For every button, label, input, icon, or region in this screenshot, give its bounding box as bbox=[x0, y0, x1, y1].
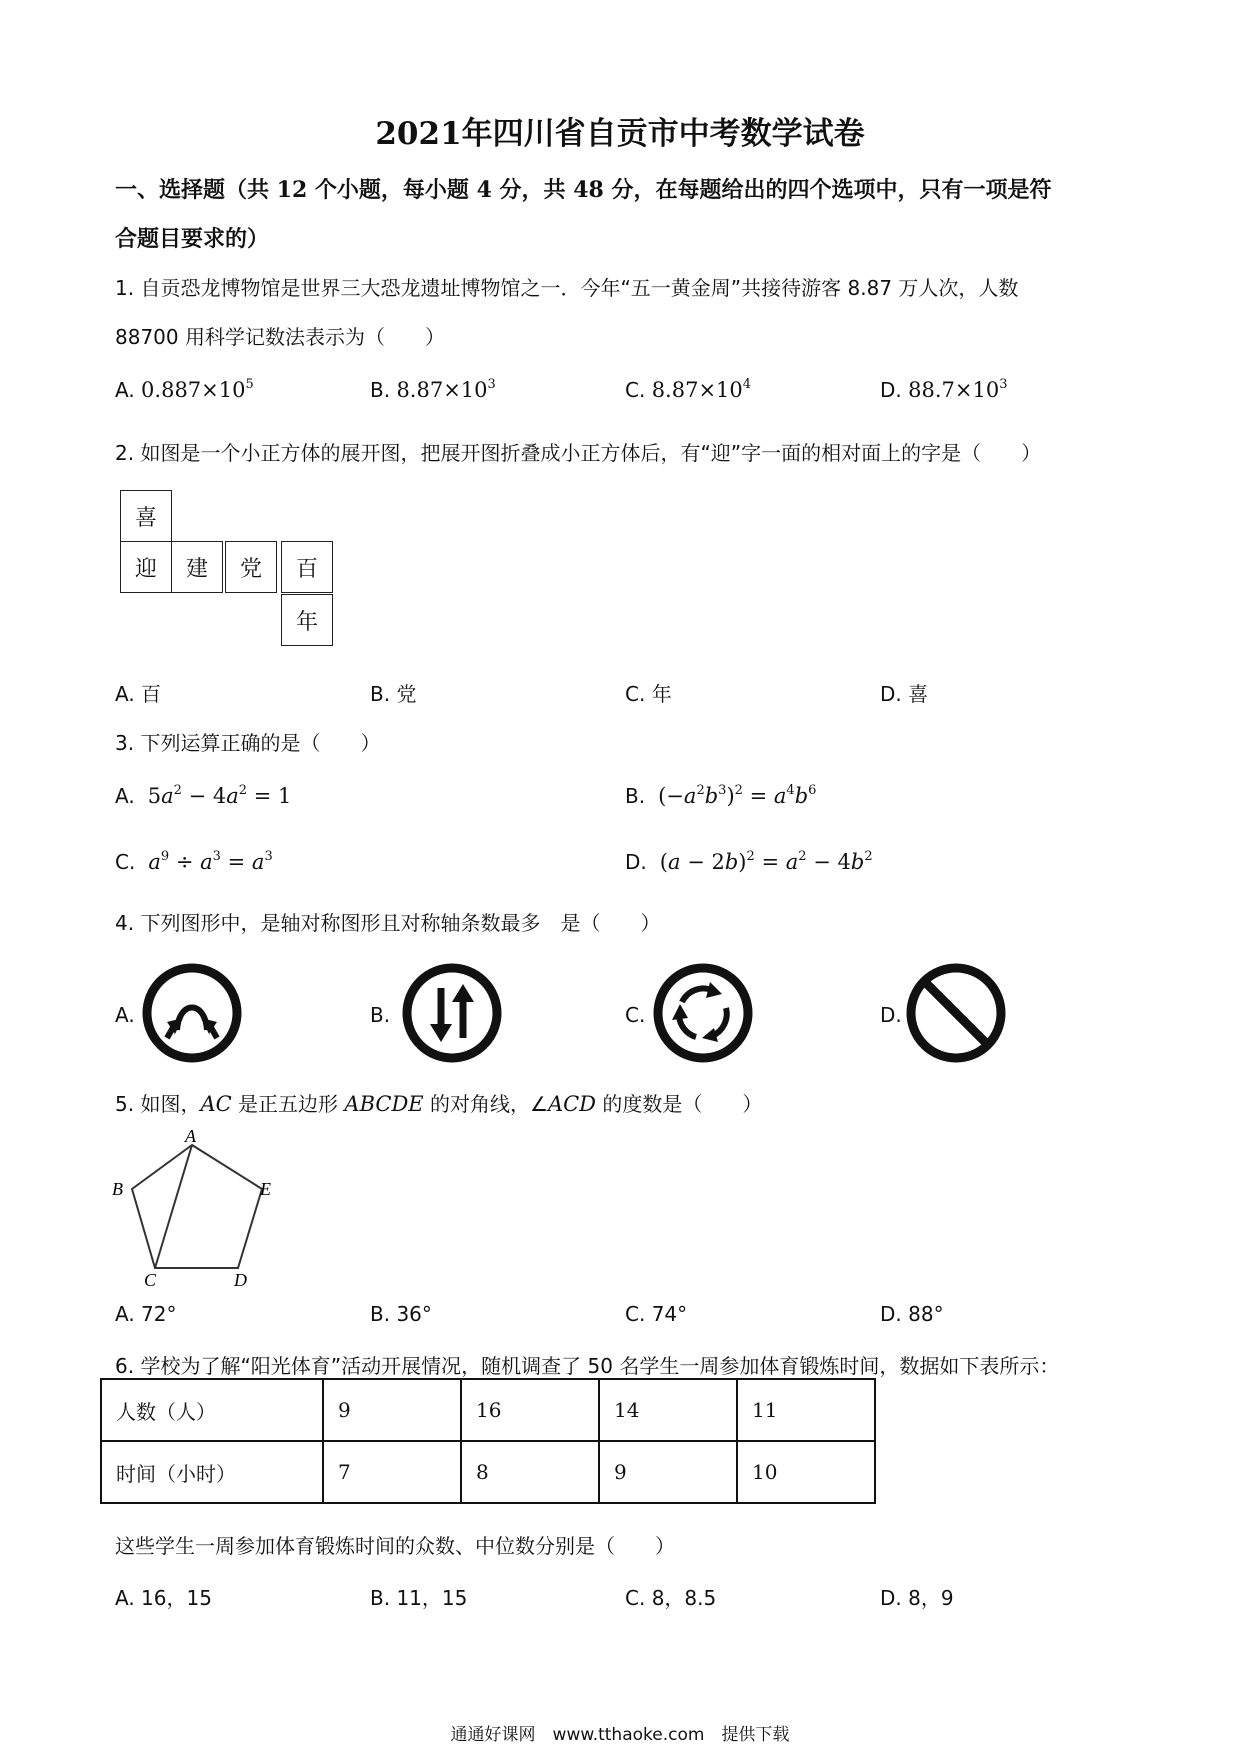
q5-option-a: A. 72° bbox=[115, 1302, 177, 1326]
option-value: 11，15 bbox=[396, 1586, 468, 1610]
option-value: 74° bbox=[651, 1302, 688, 1326]
option-label: A. bbox=[115, 378, 135, 402]
q2-text: 2. 如图是一个小正方体的展开图，把展开图折叠成小正方体后，有“迎”字一面的相对面上的字是（ ） bbox=[115, 441, 1042, 465]
q4-label-c: C. bbox=[625, 1003, 646, 1027]
vertex-label: D bbox=[234, 1270, 247, 1288]
option-value: 8，8.5 bbox=[651, 1586, 717, 1610]
net-cell: 党 bbox=[225, 541, 277, 593]
section-heading-line1: 一、选择题（共 12 个小题，每小题 4 分，共 48 分，在每题给出的四个选项中，只有一项是符 bbox=[115, 177, 1052, 203]
option-value: 喜 bbox=[908, 682, 929, 706]
q1-option-a bbox=[115, 378, 254, 402]
q1-option-b bbox=[370, 378, 496, 402]
net-cell: 百 bbox=[281, 541, 333, 593]
q1-text-line1: 1. 自贡恐龙博物馆是世界三大恐龙遗址博物馆之一．今年“五一黄金周”共接待游客 8.87 万人次，人数 bbox=[115, 276, 1019, 300]
q5-option-d: D. 88° bbox=[880, 1302, 944, 1326]
vertex-label: B bbox=[112, 1179, 123, 1199]
net-cell: 迎 bbox=[120, 541, 172, 593]
option-exponent: 5 bbox=[245, 377, 254, 392]
q3-option-b: B. $(-a^2b^3)^2 = a^4b^6$ bbox=[625, 783, 817, 808]
formula: $5a^2 - 4a^2 = 1$ bbox=[141, 783, 292, 808]
option-base: 8.87×10 bbox=[651, 378, 743, 402]
two-way-traffic-sign-icon bbox=[401, 962, 503, 1064]
q5-option-c: C. 74° bbox=[625, 1302, 688, 1326]
q3-option-c: C. $a^9 \div a^3 = a^3$ bbox=[115, 849, 273, 874]
q3-text: 3. 下列运算正确的是（ ） bbox=[115, 731, 381, 755]
q2-option-c: C. 年 bbox=[625, 682, 672, 706]
q6-option-d: D. 8，9 bbox=[880, 1586, 954, 1610]
q4-label-b: B. bbox=[370, 1003, 391, 1027]
q6-option-b: B. 11，15 bbox=[370, 1586, 468, 1610]
net-cell: 建 bbox=[171, 541, 223, 593]
q2-option-b: B. 党 bbox=[370, 682, 417, 706]
table-row bbox=[101, 1379, 875, 1441]
option-value: 16，15 bbox=[141, 1586, 212, 1610]
prohibition-sign-icon bbox=[905, 962, 1007, 1064]
q2-option-a: A. 百 bbox=[115, 682, 162, 706]
option-exponent: 3 bbox=[999, 377, 1008, 392]
option-label: C. bbox=[625, 378, 646, 402]
q4-label-a: A. bbox=[115, 1003, 135, 1027]
q6-option-c: C. 8，8.5 bbox=[625, 1586, 717, 1610]
table-cell: 14 bbox=[599, 1379, 737, 1441]
table-cell: 10 bbox=[737, 1441, 875, 1503]
vertex-label: C bbox=[144, 1270, 157, 1288]
net-cell: 喜 bbox=[120, 490, 172, 542]
table-cell: 8 bbox=[461, 1441, 599, 1503]
option-base: 88.7×10 bbox=[908, 378, 1000, 402]
option-value: 8，9 bbox=[908, 1586, 954, 1610]
option-value: 年 bbox=[651, 682, 672, 706]
footer-source: 通通好课网 www.tthaoke.com 提供下载 bbox=[450, 1725, 790, 1745]
option-value: 72° bbox=[141, 1302, 177, 1326]
option-exponent: 4 bbox=[742, 377, 752, 392]
option-value: 36° bbox=[396, 1302, 432, 1326]
formula: $(-a^2b^3)^2 = a^4b^6$ bbox=[651, 783, 817, 808]
table-cell: 9 bbox=[323, 1379, 461, 1441]
option-exponent: 3 bbox=[487, 377, 496, 392]
vertex-label: E bbox=[260, 1179, 271, 1199]
option-label: B. bbox=[370, 378, 391, 402]
roundabout-sign-icon bbox=[652, 962, 754, 1064]
table-cell: 9 bbox=[599, 1441, 737, 1503]
q2-option-d: D. 喜 bbox=[880, 682, 929, 706]
option-value: 党 bbox=[396, 682, 417, 706]
q1-text-line2: 88700 用科学记数法表示为（ ） bbox=[115, 325, 445, 349]
section-heading-line2: 合题目要求的） bbox=[115, 226, 270, 252]
q1-option-d bbox=[880, 378, 1007, 402]
table-row bbox=[101, 1441, 875, 1503]
q4-text: 4. 下列图形中，是轴对称图形且对称轴条数最多 是（ ） bbox=[115, 911, 661, 935]
q1-option-c bbox=[625, 378, 751, 402]
option-base: 0.887×10 bbox=[141, 378, 246, 402]
data-table bbox=[100, 1378, 876, 1504]
formula: $(a - 2b)^2 = a^2 - 4b^2$ bbox=[653, 849, 873, 874]
table-cell: 11 bbox=[737, 1379, 875, 1441]
q5-option-b: B. 36° bbox=[370, 1302, 432, 1326]
angle-name: ACD bbox=[547, 1092, 597, 1116]
polygon-name: ABCDE bbox=[344, 1092, 424, 1116]
vertex-label: A bbox=[185, 1128, 196, 1146]
q6-question: 这些学生一周参加体育锻炼时间的众数、中位数分别是（ ） bbox=[115, 1534, 675, 1558]
diverge-arrows-sign-icon bbox=[141, 962, 243, 1064]
option-base: 8.87×10 bbox=[396, 378, 488, 402]
segment-ac: AC bbox=[200, 1092, 232, 1116]
option-value: 88° bbox=[908, 1302, 944, 1326]
net-cell: 年 bbox=[281, 594, 333, 646]
table-cell: 时间（小时） bbox=[101, 1441, 323, 1503]
q3-option-d: D. $(a - 2b)^2 = a^2 - 4b^2$ bbox=[625, 849, 873, 874]
formula: $a^9 \div a^3 = a^3$ bbox=[148, 849, 273, 874]
option-value: 百 bbox=[141, 682, 162, 706]
table-cell: 人数（人） bbox=[101, 1379, 323, 1441]
q4-label-d: D. bbox=[880, 1003, 902, 1027]
table-cell: 7 bbox=[323, 1441, 461, 1503]
option-label: D. bbox=[880, 378, 902, 402]
table-cell: 16 bbox=[461, 1379, 599, 1441]
q6-option-a: A. 16，15 bbox=[115, 1586, 212, 1610]
q3-option-a: A. $5a^2 - 4a^2 = 1$ bbox=[115, 783, 292, 808]
q6-text: 6. 学校为了解“阳光体育”活动开展情况，随机调查了 50 名学生一周参加体育锻炼时间，数据如下表所示： bbox=[115, 1354, 1060, 1378]
page-title: 2021年四川省自贡市中考数学试卷 bbox=[375, 116, 865, 152]
q5-text: 5. 如图，AC 是正五边形 ABCDE 的对角线，∠ACD 的度数是（ ） bbox=[115, 1092, 763, 1116]
pentagon-figure bbox=[110, 1128, 290, 1288]
